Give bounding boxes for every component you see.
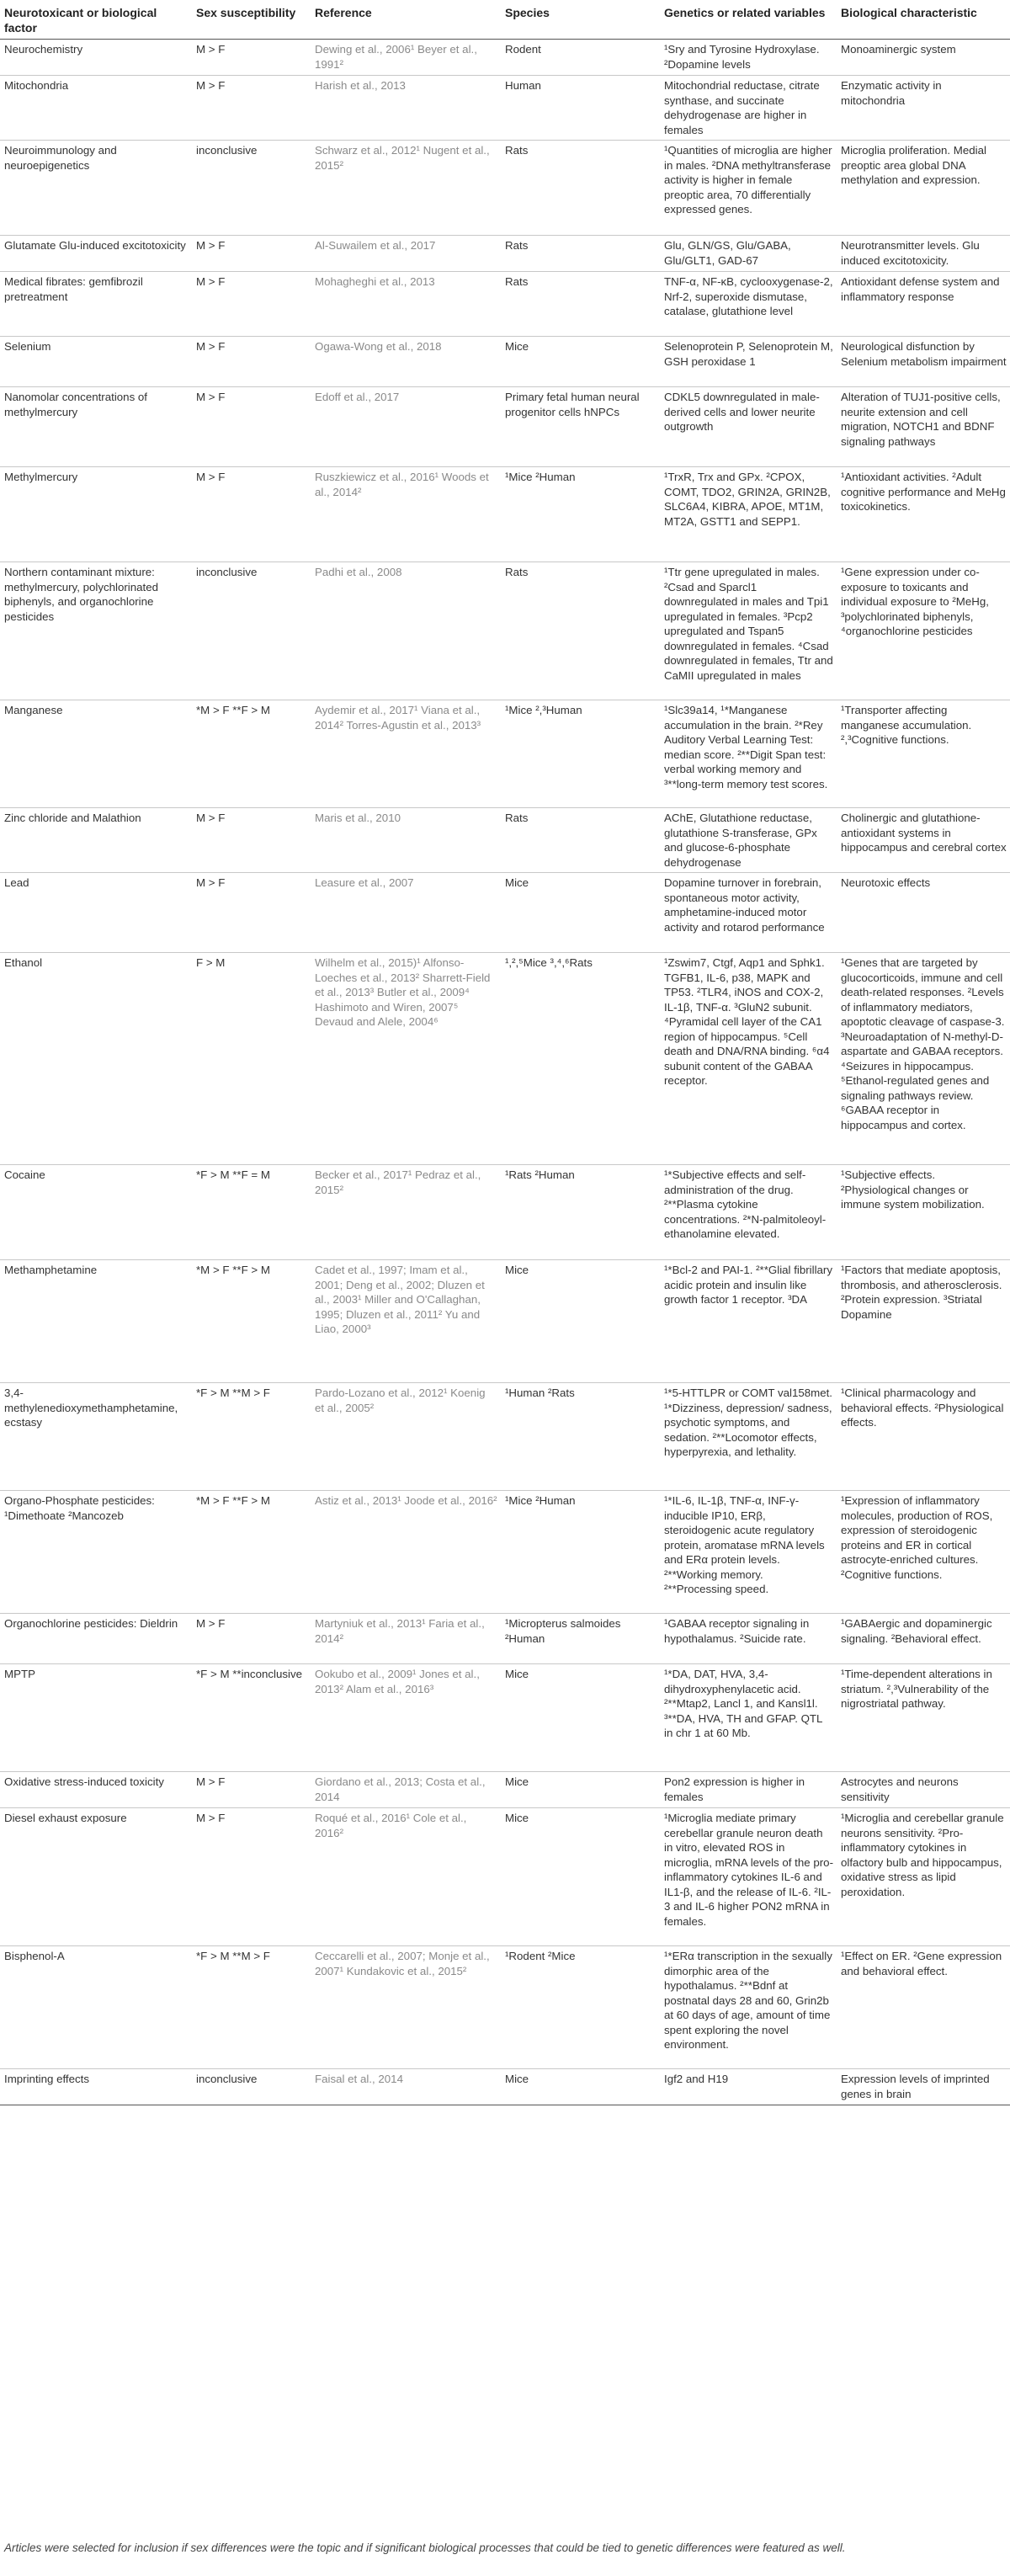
cell-factor: Medical fibrates: gemfibrozil pretreatment	[0, 272, 192, 337]
cell-biological-characteristic: ¹Factors that mediate apoptosis, thrombosis, and atherosclerosis. ²Protein expression. ³Striatal Dopamine	[837, 1260, 1010, 1383]
cell-biological-characteristic: ¹Antioxidant activities. ²Adult cognitive performance and MeHg toxicokinetics.	[837, 467, 1010, 562]
table-row	[0, 873, 1010, 953]
table-row	[0, 1491, 1010, 1614]
table-row	[0, 562, 1010, 700]
cell-factor: Lead	[0, 873, 192, 953]
cell-species: Rats	[501, 272, 660, 337]
header-reference: Reference	[311, 2, 501, 40]
cell-genetics: ¹GABAA receptor signaling in hypothalamus. ²Suicide rate.	[660, 1614, 837, 1664]
cell-species: Rats	[501, 141, 660, 236]
sex-differences-table	[0, 2, 1010, 2105]
cell-reference: Mohagheghi et al., 2013	[311, 272, 501, 337]
cell-species: ¹Micropterus salmoides ²Human	[501, 1614, 660, 1664]
cell-sex-susceptibility: inconclusive	[192, 562, 311, 700]
table-row	[0, 337, 1010, 387]
cell-species: ¹Rats ²Human	[501, 1165, 660, 1260]
cell-factor: Methamphetamine	[0, 1260, 192, 1383]
cell-biological-characteristic: ¹Expression of inflammatory molecules, production of ROS, expression of steroidogenic proteins and ER in cortical astrocyte-enriched cultures. ²Cognitive functions.	[837, 1491, 1010, 1614]
cell-species: Mice	[501, 1260, 660, 1383]
cell-reference: Edoff et al., 2017	[311, 387, 501, 467]
cell-genetics: ¹Microglia mediate primary cerebellar granule neuron death in vitro, elevated ROS in microglia, mRNA levels of the pro-inflammatory cytokines IL-6 and IL1-β, and the release of IL-6. ²IL-3 and IL-6 higher PON2 mRNA in females.	[660, 1808, 837, 1946]
cell-species: Rats	[501, 808, 660, 873]
cell-factor: Neuroimmunology and neuroepigenetics	[0, 141, 192, 236]
cell-species: Mice	[501, 1808, 660, 1946]
cell-species: ¹Human ²Rats	[501, 1383, 660, 1491]
table-row	[0, 1664, 1010, 1772]
cell-factor: Neurochemistry	[0, 40, 192, 76]
table-row	[0, 1808, 1010, 1946]
header-row	[0, 2, 1010, 40]
cell-genetics: Glu, GLN/GS, Glu/GABA, Glu/GLT1, GAD-67	[660, 236, 837, 272]
table-body	[0, 40, 1010, 2105]
cell-biological-characteristic: ¹Transporter affecting manganese accumulation. ²,³Cognitive functions.	[837, 700, 1010, 808]
cell-factor: Organochlorine pesticides: Dieldrin	[0, 1614, 192, 1664]
cell-factor: Bisphenol-A	[0, 1946, 192, 2069]
cell-genetics: ¹Sry and Tyrosine Hydroxylase. ²Dopamine levels	[660, 40, 837, 76]
cell-reference: Aydemir et al., 2017¹ Viana et al., 2014² Torres-Agustin et al., 2013³	[311, 700, 501, 808]
cell-factor: Northern contaminant mixture: methylmercury, polychlorinated biphenyls, and organochlorine pesticides	[0, 562, 192, 700]
cell-biological-characteristic: Neurological disfunction by Selenium metabolism impairment	[837, 337, 1010, 387]
table-row	[0, 467, 1010, 562]
table-row	[0, 700, 1010, 808]
cell-biological-characteristic: ¹Gene expression under co-exposure to toxicants and individual exposure to ²MeHg, ³polychlorinated biphenyls, ⁴organochlorine pesticides	[837, 562, 1010, 700]
header-species: Species	[501, 2, 660, 40]
table-row	[0, 76, 1010, 141]
cell-reference: Martyniuk et al., 2013¹ Faria et al., 2014²	[311, 1614, 501, 1664]
cell-reference: Ookubo et al., 2009¹ Jones et al., 2013² Alam et al., 2016³	[311, 1664, 501, 1772]
cell-genetics: Mitochondrial reductase, citrate synthase, and succinate dehydrogenase are higher in females	[660, 76, 837, 141]
cell-reference: Schwarz et al., 2012¹ Nugent et al., 2015²	[311, 141, 501, 236]
table-header	[0, 2, 1010, 40]
table-row	[0, 953, 1010, 1165]
header-biological-characteristic: Biological characteristic	[837, 2, 1010, 40]
cell-factor: Zinc chloride and Malathion	[0, 808, 192, 873]
cell-reference: Cadet et al., 1997; Imam et al., 2001; Deng et al., 2002; Dluzen et al., 2003¹ Miller and O'Callaghan, 1995; Dluzen et al., 2011² Yu and Liao, 2000³	[311, 1260, 501, 1383]
cell-sex-susceptibility: M > F	[192, 1614, 311, 1664]
cell-biological-characteristic: ¹Time-dependent alterations in striatum. ²,³Vulnerability of the nigrostriatal pathway.	[837, 1664, 1010, 1772]
cell-reference: Ogawa-Wong et al., 2018	[311, 337, 501, 387]
cell-species: Mice	[501, 337, 660, 387]
cell-factor: Methylmercury	[0, 467, 192, 562]
cell-sex-susceptibility: inconclusive	[192, 141, 311, 236]
cell-species: Rats	[501, 236, 660, 272]
cell-genetics: ¹Zswim7, Ctgf, Aqp1 and Sphk1. TGFB1, IL-6, p38, MAPK and TP53. ²TLR4, iNOS and COX-2, IL-1β, TNF-α. ³GluN2 subunit. ⁴Pyramidal cell layer of the CA1 region of hippocampus. ⁵Cell death and DNA/RNA binding. ⁶α4 subunit content of the GABAA receptor.	[660, 953, 837, 1165]
table-row	[0, 1946, 1010, 2069]
cell-reference: Al-Suwailem et al., 2017	[311, 236, 501, 272]
cell-biological-characteristic: Microglia proliferation. Medial preoptic area global DNA methylation and expression.	[837, 141, 1010, 236]
cell-species: Mice	[501, 1772, 660, 1808]
table-row	[0, 2069, 1010, 2105]
cell-sex-susceptibility: M > F	[192, 236, 311, 272]
cell-sex-susceptibility: M > F	[192, 337, 311, 387]
table-row	[0, 1383, 1010, 1491]
cell-sex-susceptibility: *M > F **F > M	[192, 700, 311, 808]
cell-genetics: AChE, Glutathione reductase, glutathione S-transferase, GPx and glucose-6-phosphate dehydrogenase	[660, 808, 837, 873]
cell-factor: Manganese	[0, 700, 192, 808]
cell-reference: Becker et al., 2017¹ Pedraz et al., 2015²	[311, 1165, 501, 1260]
cell-biological-characteristic: Monoaminergic system	[837, 40, 1010, 76]
cell-species: ¹Mice ²Human	[501, 1491, 660, 1614]
cell-sex-susceptibility: M > F	[192, 467, 311, 562]
cell-sex-susceptibility: inconclusive	[192, 2069, 311, 2105]
header-genetics: Genetics or related variables	[660, 2, 837, 40]
cell-species: Mice	[501, 2069, 660, 2105]
cell-biological-characteristic: Cholinergic and glutathione-antioxidant systems in hippocampus and cerebral cortex	[837, 808, 1010, 873]
cell-factor: 3,4-methylenedioxymethamphetamine, ecstasy	[0, 1383, 192, 1491]
cell-reference: Ceccarelli et al., 2007; Monje et al., 2007¹ Kundakovic et al., 2015²	[311, 1946, 501, 2069]
cell-biological-characteristic: Alteration of TUJ1-positive cells, neurite extension and cell migration, NOTCH1 and BDNF signaling pathways	[837, 387, 1010, 467]
table-row	[0, 1260, 1010, 1383]
cell-biological-characteristic: Astrocytes and neurons sensitivity	[837, 1772, 1010, 1808]
cell-biological-characteristic: ¹Subjective effects. ²Physiological changes or immune system mobilization.	[837, 1165, 1010, 1260]
cell-species: Rats	[501, 562, 660, 700]
cell-biological-characteristic: ¹Clinical pharmacology and behavioral effects. ²Physiological effects.	[837, 1383, 1010, 1491]
cell-factor: Imprinting effects	[0, 2069, 192, 2105]
cell-sex-susceptibility: M > F	[192, 40, 311, 76]
cell-reference: Giordano et al., 2013; Costa et al., 2014	[311, 1772, 501, 1808]
table-footnote: Articles were selected for inclusion if sex differences were the topic and if significant biological processes that could be tied to genetic differences were featured as well.	[4, 2541, 846, 2554]
cell-species: ¹Rodent ²Mice	[501, 1946, 660, 2069]
cell-reference: Roqué et al., 2016¹ Cole et al., 2016²	[311, 1808, 501, 1946]
cell-factor: Mitochondria	[0, 76, 192, 141]
cell-sex-susceptibility: M > F	[192, 1808, 311, 1946]
cell-genetics: TNF-α, NF-κB, cyclooxygenase-2, Nrf-2, superoxide dismutase, catalase, glutathione level	[660, 272, 837, 337]
cell-genetics: ¹Slc39a14, ¹*Manganese accumulation in the brain. ²*Rey Auditory Verbal Learning Test: median score. ²**Digit Span test: verbal working memory and ³**long-term memory test scores.	[660, 700, 837, 808]
cell-sex-susceptibility: M > F	[192, 808, 311, 873]
cell-sex-susceptibility: *F > M **M > F	[192, 1946, 311, 2069]
cell-genetics: ¹*IL-6, IL-1β, TNF-α, INF-γ-inducible IP10, ERβ, steroidogenic acute regulatory protein, aromatase mRNA levels and ERα protein levels. ²**Working memory. ²**Processing speed.	[660, 1491, 837, 1614]
cell-species: Human	[501, 76, 660, 141]
cell-reference: Astiz et al., 2013¹ Joode et al., 2016²	[311, 1491, 501, 1614]
cell-genetics: ¹Ttr gene upregulated in males. ²Csad and Sparcl1 downregulated in males and Tpi1 upregulated in females. ³Pcp2 upregulated and Tspan5 downregulated in females. ⁴Csad downregulated in females, Ttr and CaMII upregulated in males	[660, 562, 837, 700]
cell-sex-susceptibility: M > F	[192, 873, 311, 953]
cell-species: Rodent	[501, 40, 660, 76]
table-row	[0, 40, 1010, 76]
cell-biological-characteristic: Neurotoxic effects	[837, 873, 1010, 953]
cell-reference: Dewing et al., 2006¹ Beyer et al., 1991²	[311, 40, 501, 76]
table-row	[0, 272, 1010, 337]
header-sex-susceptibility: Sex susceptibility	[192, 2, 311, 40]
cell-factor: Nanomolar concentrations of methylmercury	[0, 387, 192, 467]
cell-genetics: Igf2 and H19	[660, 2069, 837, 2105]
cell-sex-susceptibility: M > F	[192, 1772, 311, 1808]
cell-biological-characteristic: ¹Effect on ER. ²Gene expression and behavioral effect.	[837, 1946, 1010, 2069]
cell-species: ¹Mice ²,³Human	[501, 700, 660, 808]
cell-genetics: ¹*ERα transcription in the sexually dimorphic area of the hypothalamus. ²**Bdnf at postnatal days 28 and 60, Grin2b at 60 days of age, amount of time spent exploring the novel environment.	[660, 1946, 837, 2069]
cell-genetics: ¹*Subjective effects and self-administration of the drug. ²**Plasma cytokine concentrations. ²*N-palmitoleoyl-ethanolamine elevated.	[660, 1165, 837, 1260]
table-row	[0, 808, 1010, 873]
cell-genetics: ¹*5-HTTLPR or COMT val158met. ¹*Dizziness, depression/ sadness, psychotic symptoms, and sedation. ²**Locomotor effects, hyperpyrexia, and lethality.	[660, 1383, 837, 1491]
cell-factor: Ethanol	[0, 953, 192, 1165]
cell-species: ¹,²,⁵Mice ³,⁴,⁶Rats	[501, 953, 660, 1165]
cell-reference: Padhi et al., 2008	[311, 562, 501, 700]
cell-sex-susceptibility: M > F	[192, 387, 311, 467]
cell-biological-characteristic: ¹Microglia and cerebellar granule neurons sensitivity. ²Pro-inflammatory cytokines in olfactory bulb and hippocampus, oxidative stress as lipid peroxidation.	[837, 1808, 1010, 1946]
header-factor: Neurotoxicant or biological factor	[0, 2, 192, 40]
table-row	[0, 236, 1010, 272]
cell-sex-susceptibility: *F > M **F = M	[192, 1165, 311, 1260]
cell-biological-characteristic: ¹GABAergic and dopaminergic signaling. ²Behavioral effect.	[837, 1614, 1010, 1664]
cell-genetics: Dopamine turnover in forebrain, spontaneous motor activity, amphetamine-induced motor activity and rotarod performance	[660, 873, 837, 953]
cell-sex-susceptibility: *F > M **M > F	[192, 1383, 311, 1491]
cell-sex-susceptibility: M > F	[192, 272, 311, 337]
cell-biological-characteristic: Expression levels of imprinted genes in brain	[837, 2069, 1010, 2105]
table-row	[0, 141, 1010, 236]
cell-factor: MPTP	[0, 1664, 192, 1772]
cell-sex-susceptibility: *M > F **F > M	[192, 1491, 311, 1614]
cell-genetics: ¹*DA, DAT, HVA, 3,4-dihydroxyphenylacetic acid. ²**Mtap2, Lancl 1, and Kansl1l. ³**DA, HVA, TH and GFAP. QTL in chr 1 at 60 Mb.	[660, 1664, 837, 1772]
cell-genetics: Pon2 expression is higher in females	[660, 1772, 837, 1808]
cell-genetics: ¹Quantities of microglia are higher in males. ²DNA methyltransferase activity is higher in female preoptic area, 70 differentially expressed genes.	[660, 141, 837, 236]
cell-factor: Oxidative stress-induced toxicity	[0, 1772, 192, 1808]
cell-reference: Pardo-Lozano et al., 2012¹ Koenig et al., 2005²	[311, 1383, 501, 1491]
cell-sex-susceptibility: F > M	[192, 953, 311, 1165]
cell-reference: Maris et al., 2010	[311, 808, 501, 873]
cell-factor: Selenium	[0, 337, 192, 387]
cell-factor: Cocaine	[0, 1165, 192, 1260]
cell-species: ¹Mice ²Human	[501, 467, 660, 562]
table-row	[0, 1614, 1010, 1664]
cell-species: Primary fetal human neural progenitor cells hNPCs	[501, 387, 660, 467]
cell-reference: Faisal et al., 2014	[311, 2069, 501, 2105]
cell-reference: Harish et al., 2013	[311, 76, 501, 141]
cell-factor: Diesel exhaust exposure	[0, 1808, 192, 1946]
cell-species: Mice	[501, 873, 660, 953]
cell-factor: Organo-Phosphate pesticides: ¹Dimethoate ²Mancozeb	[0, 1491, 192, 1614]
cell-genetics: CDKL5 downregulated in male-derived cells and lower neurite outgrowth	[660, 387, 837, 467]
cell-species: Mice	[501, 1664, 660, 1772]
cell-biological-characteristic: ¹Genes that are targeted by glucocorticoids, immune and cell death-related responses. ²Levels of inflammatory mediators, apoptotic cleavage of caspase-3. ³Neuroadaptation of N-methyl-D-aspartate and GABAA receptors. ⁴Seizures in hippocampus. ⁵Ethanol-regulated genes and signaling pathways review. ⁶GABAA receptor in hippocampus and cortex.	[837, 953, 1010, 1165]
cell-factor: Glutamate Glu-induced excitotoxicity	[0, 236, 192, 272]
table-row	[0, 1165, 1010, 1260]
cell-biological-characteristic: Neurotransmitter levels. Glu induced excitotoxicity.	[837, 236, 1010, 272]
cell-reference: Ruszkiewicz et al., 2016¹ Woods et al., 2014²	[311, 467, 501, 562]
cell-sex-susceptibility: *F > M **inconclusive	[192, 1664, 311, 1772]
cell-genetics: ¹*Bcl-2 and PAI-1. ²**Glial fibrillary acidic protein and insulin like growth factor 1 receptor. ³DA	[660, 1260, 837, 1383]
cell-biological-characteristic: Enzymatic activity in mitochondria	[837, 76, 1010, 141]
cell-reference: Wilhelm et al., 2015)¹ Alfonso-Loeches et al., 2013² Sharrett-Field et al., 2013³ Butler et al., 2009⁴ Hashimoto and Wiren, 2007⁵ Devaud and Alele, 2004⁶	[311, 953, 501, 1165]
cell-genetics: ¹TrxR, Trx and GPx. ²CPOX, COMT, TDO2, GRIN2A, GRIN2B, SLC6A4, KIBRA, APOE, MT1M, MT2A, GSTT1 and SEPP1.	[660, 467, 837, 562]
table-row	[0, 1772, 1010, 1808]
cell-reference: Leasure et al., 2007	[311, 873, 501, 953]
cell-sex-susceptibility: M > F	[192, 76, 311, 141]
cell-biological-characteristic: Antioxidant defense system and inflammatory response	[837, 272, 1010, 337]
cell-genetics: Selenoprotein P, Selenoprotein M, GSH peroxidase 1	[660, 337, 837, 387]
cell-sex-susceptibility: *M > F **F > M	[192, 1260, 311, 1383]
table-row	[0, 387, 1010, 467]
